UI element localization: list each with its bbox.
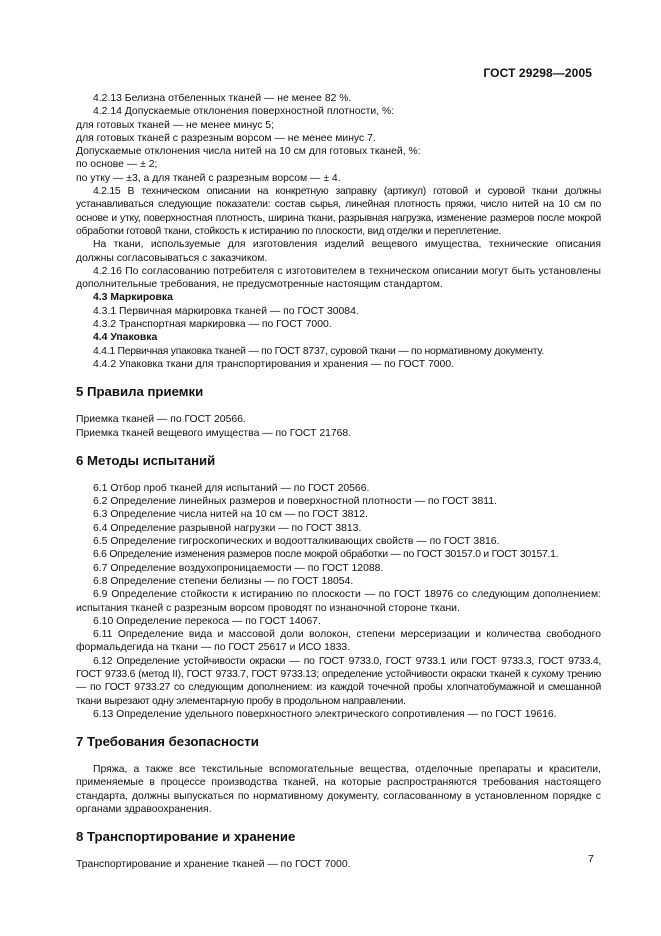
page-body: [76, 92, 601, 872]
clause-4-4-1: 4.4.1 Первичная упаковка тканей — по ГОСТ 8737, суровой ткани — по нормативному документу.: [93, 345, 544, 357]
clause-6-2: 6.2 Определение линейных размеров и поверхностной плотности — по ГОСТ 3811.: [93, 496, 497, 508]
clause-4-3-1: 4.3.1 Первичная маркировка тканей — по ГОСТ 30084.: [93, 305, 359, 317]
section-8-text: Транспортирование и хранение тканей — по ГОСТ 7000.: [76, 859, 351, 871]
clause-4-3-title: 4.3 Маркировка: [93, 292, 173, 304]
clause-6-9: 6.9 Определение стойкости к истиранию по плоскости — по ГОСТ 18976 со следующим дополнением: испытания тканей с разрезным ворсом проводят по изнаночной стороне ткани.: [76, 589, 601, 614]
section-7-heading: 7 Требования безопасности: [76, 734, 259, 750]
clause-4-4-title: 4.4 Упаковка: [93, 332, 158, 344]
clause-6-5: 6.5 Определение гигроскопических и водоотталкивающих свойств — по ГОСТ 3816.: [93, 536, 500, 548]
clause-6-4: 6.4 Определение разрывной нагрузки — по ГОСТ 3813.: [93, 522, 362, 534]
clause-4-3-2: 4.3.2 Транспортная маркировка — по ГОСТ 7000.: [93, 319, 332, 331]
clause-6-3: 6.3 Определение числа нитей на 10 см — по ГОСТ 3812.: [93, 509, 368, 521]
section-5-line: Приемка тканей — по ГОСТ 20566.: [76, 414, 246, 426]
clause-4-2-14: 4.2.14 Допускаемые отклонения поверхностной плотности, %:: [93, 106, 395, 118]
clause-6-6: 6.6 Определение изменения размеров после мокрой обработки — по ГОСТ 30157.0 и ГОСТ 30157.1.: [93, 549, 559, 561]
clause-4-2-14-item: для готовых тканей с разрезным ворсом — не менее минус 7.: [76, 132, 376, 144]
clause-6-8: 6.8 Определение степени белизны — по ГОСТ 18054.: [93, 575, 354, 587]
clause-6-12: 6.12 Определение устойчивости окраски — по ГОСТ 9733.0, ГОСТ 9733.1 или ГОСТ 9733.3, ГОСТ 9733.4, ГОСТ 9733.6 (метод II), ГОСТ 9733.7, ГОСТ 9733.13; определение устойчивости окраски тканей к сухому трению — по ГОСТ 9733.27 со следующим дополнением: из каждой точечной пробы хлопчатобумажной и смешанной ткани вырезают одну элементарную пробу в продольном направлении.: [76, 655, 601, 707]
clause-4-4-2: 4.4.2 Упаковка ткани для транспортирования и хранения — по ГОСТ 7000.: [93, 358, 454, 370]
clause-4-2-16: 4.2.16 По согласованию потребителя с изготовителем в техническом описании могут быть установлены дополнительные требования, не предусмотренные настоящим стандартом.: [76, 265, 601, 291]
clause-6-10: 6.10 Определение перекоса — по ГОСТ 14067.: [93, 615, 321, 627]
section-5-heading: 5 Правила приемки: [76, 384, 204, 400]
clause-6-13: 6.13 Определение удельного поверхностного электрического сопротивления — по ГОСТ 19616.: [93, 708, 557, 720]
section-6-heading: 6 Методы испытаний: [76, 452, 216, 468]
clause-4-2-15: 4.2.15 В техническом описании на конкретную заправку (артикул) готовой и суровой ткани должны устанавливаться следующие показатели: состав сырья, линейная плотность пряжи, число нитей на 10 см по основе и утку, поверхностная плотность, ширина ткани, разрывная нагрузка, изменение размеров после мокрой обработки готовой ткани, стойкость к истиранию по плоскости, вид отделки и переплетение.: [76, 186, 601, 237]
clause-4-2-15-note: На ткани, используемые для изготовления изделий вещевого имущества, технические описания должны согласовываться с заказчиком.: [76, 239, 601, 264]
clause-4-2-14-item: для готовых тканей — не менее минус 5;: [76, 119, 275, 131]
clause-6-11: 6.11 Определение вида и массовой доли волокон, степени мерсеризации и количества свободного формальдегида на ткани — по ГОСТ 25617 и ИСО 1833.: [76, 629, 601, 654]
clause-4-2-14-item: Допускаемые отклонения числа нитей на 10 см для готовых тканей, %:: [76, 146, 421, 158]
clause-6-1: 6.1 Отбор проб тканей для испытаний — по ГОСТ 20566.: [93, 482, 370, 494]
clause-4-2-13: 4.2.13 Белизна отбеленных тканей — не менее 82 %.: [93, 93, 352, 104]
clause-6-7: 6.7 Определение воздухопроницаемости — по ГОСТ 12088.: [93, 562, 384, 574]
document-header-id: ГОСТ 29298—2005: [483, 66, 592, 80]
clause-4-2-14-item: по основе — ± 2;: [76, 159, 158, 171]
page-number: 7: [588, 853, 594, 865]
clause-4-2-14-item: по утку — ±3, а для тканей с разрезным ворсом — ± 4.: [76, 172, 341, 184]
section-5-line: Приемка тканей вещевого имущества — по ГОСТ 21768.: [76, 427, 352, 439]
section-7-text: Пряжа, а также все текстильные вспомогательные вещества, отделочные препараты и красители, применяемые в процессе производства тканей, на которые распространяются требования настоящего стандарта, должны выпускаться по нормативному документу, согласованному в установленном порядке с органами здравоохранения.: [76, 764, 601, 816]
section-8-heading: 8 Транспортирование и хранение: [76, 829, 296, 845]
